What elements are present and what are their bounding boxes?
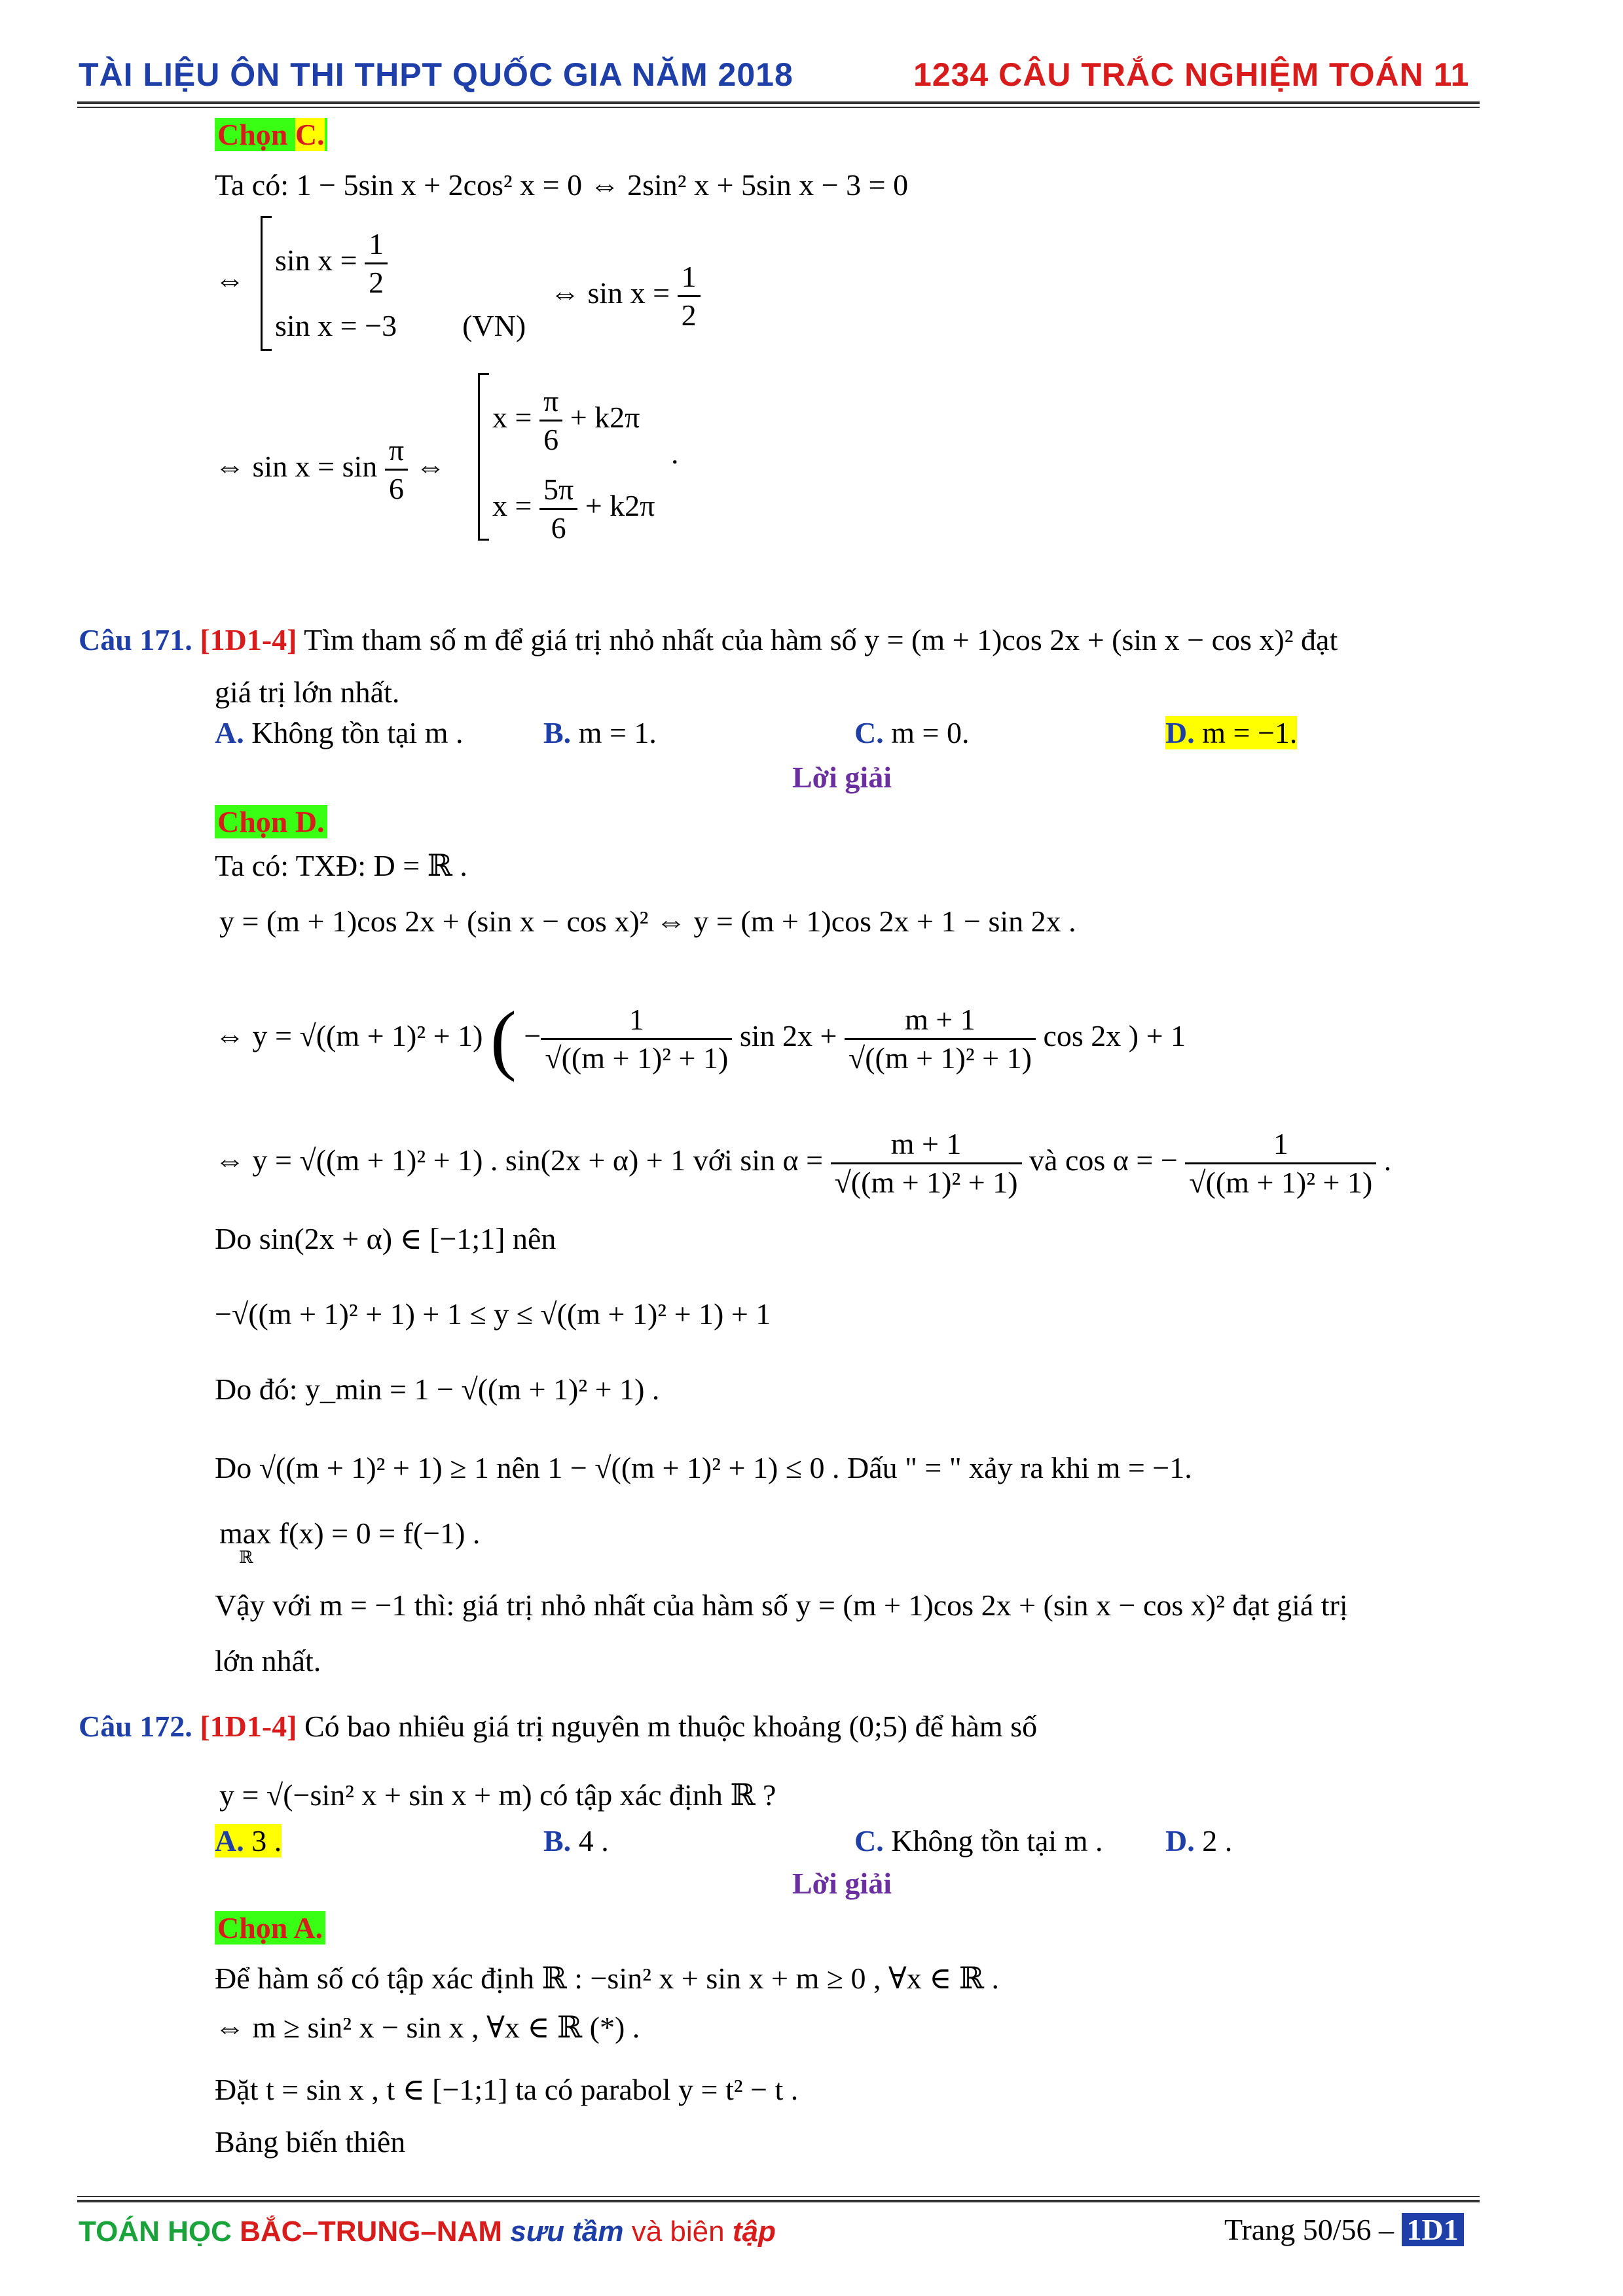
prev-equiv: ⇔ <box>215 263 245 296</box>
q171-s9-sub: ℝ <box>239 1548 253 1567</box>
footer-page: Trang 50/56 – 1D1 <box>1224 2212 1464 2247</box>
footer-rule-thin <box>77 2196 1480 2197</box>
q171-chon: Chọn D. <box>215 804 327 840</box>
prev-bracket <box>261 216 272 351</box>
q171-s11: lớn nhất. <box>215 1644 321 1677</box>
q172-stem2: y = √(−sin² x + sin x + m) có tập xác định ℝ ? <box>219 1778 776 1812</box>
header-right: 1234 CÂU TRẮC NGHIỆM TOÁN 11 <box>913 56 1470 93</box>
footer-brand: TOÁN HỌC BẮC–TRUNG–NAM sưu tầm và biên tập <box>79 2215 776 2248</box>
q171-s5: Do sin(2x + α) ∈ [−1;1] nên <box>215 1222 556 1255</box>
q171-option-d[interactable]: D. m = −1. <box>1165 716 1298 749</box>
footer-rule <box>77 2200 1480 2202</box>
prev-line1: Ta có: 1 − 5sin x + 2cos² x = 0 ⇔ 2sin² x + 5sin x − 3 = 0 <box>215 168 909 202</box>
q172-stem: Câu 172. [1D1-4] Có bao nhiêu giá trị nguyên m thuộc khoảng (0;5) để hàm số <box>79 1710 1038 1743</box>
header-left: TÀI LIỆU ÔN THI THPT QUỐC GIA NĂM 2018 <box>79 56 793 93</box>
q171-s2: y = (m + 1)cos 2x + (sin x − cos x)² ⇔ y = (m + 1)cos 2x + 1 − sin 2x . <box>219 905 1076 938</box>
q172-option-d[interactable]: D. 2 . <box>1165 1824 1233 1857</box>
q171-option-a[interactable]: A. Không tồn tại m . <box>215 716 464 749</box>
q171-s6: −√((m + 1)² + 1) + 1 ≤ y ≤ √((m + 1)² + 1) + 1 <box>215 1297 771 1331</box>
q172-chon: Chọn A. <box>215 1910 325 1946</box>
prev-chon: Chọn C. <box>215 117 327 153</box>
q171-s9: max f(x) = 0 = f(−1) . <box>219 1516 481 1550</box>
q171-s8: Do √((m + 1)² + 1) ≥ 1 nên 1 − √((m + 1)² + 1) ≤ 0 . Dấu " = " xảy ra khi m = −1. <box>215 1451 1192 1484</box>
prev-line3: ⇔ sin x = sin $\frac{\pi}{6}$ ⇔ <box>215 432 446 507</box>
prev-sol2: x = $\frac{5\pi}{6}$ + k2π <box>492 471 655 547</box>
q172-s2: ⇔ m ≥ sin² x − sin x , ∀x ∈ ℝ (*) . <box>215 2011 640 2044</box>
prev-sol1: x = $\frac{\pi}{6}$ + k2π <box>492 383 640 458</box>
q172-loigiai: Lời giải <box>792 1867 892 1900</box>
q171-s1: Ta có: TXĐ: D = ℝ . <box>215 849 467 882</box>
q172-option-c[interactable]: C. Không tồn tại m . <box>854 1824 1103 1857</box>
q171-s3: ⇔ y = √((m + 1)² + 1) ( − $\frac{1}{\text{√((m + 1)² + 1)}}$ sin 2x + $\frac{m + 1}{\text{√((m + 1)² + 1)}}$ cos 2x ) + 1 <box>215 995 1186 1083</box>
footer-code: 1D1 <box>1402 2213 1464 2246</box>
q172-option-b[interactable]: B. 4 . <box>543 1824 609 1857</box>
prev-case1: sin x = $\frac{1}{2}$ <box>275 226 388 301</box>
prev-case2: sin x = −3 (VN) <box>275 309 526 342</box>
q171-loigiai: Lời giải <box>792 761 892 794</box>
header-rule-thin <box>77 107 1480 108</box>
q171-s7: Do đó: y_min = 1 − √((m + 1)² + 1) . <box>215 1372 660 1406</box>
q171-option-c[interactable]: C. m = 0. <box>854 716 970 749</box>
q171-s10: Vậy với m = −1 thì: giá trị nhỏ nhất của hàm số y = (m + 1)cos 2x + (sin x − cos x)² đạt giá trị <box>215 1588 1348 1622</box>
q172-s3: Đặt t = sin x , t ∈ [−1;1] ta có parabol y = t² − t . <box>215 2073 799 2106</box>
q172-s1: Để hàm số có tập xác định ℝ : −sin² x + sin x + m ≥ 0 , ∀x ∈ ℝ . <box>215 1962 1000 1995</box>
q172-s4: Bảng biến thiên <box>215 2125 406 2159</box>
prev-result: ⇔ sin x = $\frac{1}{2}$ <box>550 259 701 334</box>
prev-dot: . <box>671 437 679 470</box>
q171-stem: Câu 171. [1D1-4] Tìm tham số m để giá trị nhỏ nhất của hàm số y = (m + 1)cos 2x + (sin x − cos x)² đạt <box>79 623 1338 656</box>
header-rule <box>77 101 1480 104</box>
q172-option-a[interactable]: A. 3 . <box>215 1824 282 1857</box>
prev-bracket2 <box>478 373 489 541</box>
q171-s4: ⇔ y = √((m + 1)² + 1) . sin(2x + α) + 1 với sin α = $\frac{m + 1}{\text{√((m + 1)² + 1)}}$ và cos α = − $\frac{1}{\text{√((m + 1)² + 1)}}$ . <box>215 1126 1391 1201</box>
q171-option-b[interactable]: B. m = 1. <box>543 716 657 749</box>
q171-stem2: giá trị lớn nhất. <box>215 675 400 709</box>
